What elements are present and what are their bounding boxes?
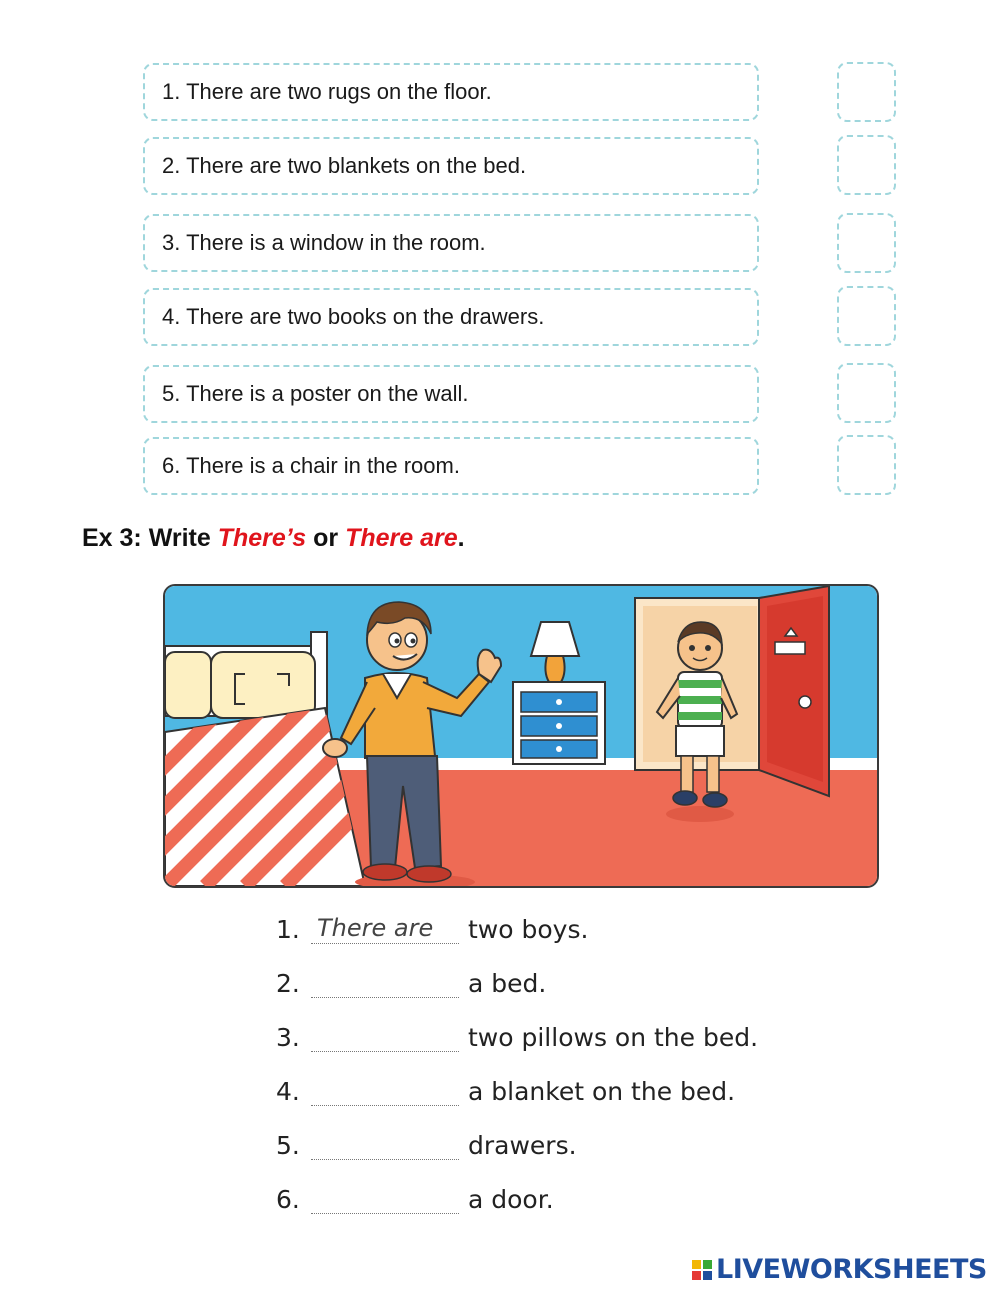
answer-row-6: [276, 1175, 796, 1225]
answer-sentence-end: a blanket on the bed.: [468, 1077, 736, 1106]
answer-box-1[interactable]: [837, 62, 896, 122]
answer-box-2[interactable]: [837, 135, 896, 195]
answer-row-4: [276, 1067, 796, 1117]
answer-row-5: [276, 1121, 796, 1171]
answer-number: 2.: [276, 969, 300, 998]
answer-row-1: [276, 905, 796, 955]
heading-prefix: Ex 3: Write: [82, 524, 218, 552]
answer-row-2: [276, 959, 796, 1009]
answer-blank-6[interactable]: [311, 1183, 459, 1214]
answer-input-4[interactable]: [311, 1075, 459, 1105]
logo-wordmark: LIVEWORKSHEETS: [716, 1254, 987, 1285]
answer-row-3: [276, 1013, 796, 1063]
answer-input-6[interactable]: [311, 1183, 459, 1213]
answer-number: 1.: [276, 915, 300, 944]
statement-6: [143, 437, 759, 495]
liveworksheets-logo: [692, 1254, 987, 1285]
heading-suffix: .: [457, 524, 465, 552]
answer-input-5[interactable]: [311, 1129, 459, 1159]
answer-input-1[interactable]: [311, 913, 459, 943]
statement-text: 1. There are two rugs on the floor.: [162, 79, 492, 104]
statement-2: [143, 137, 759, 195]
answer-box-4[interactable]: [837, 286, 896, 346]
answer-blank-5[interactable]: [311, 1129, 459, 1160]
answer-number: 3.: [276, 1023, 300, 1052]
logo-squares-icon: [692, 1260, 712, 1280]
answer-blank-1[interactable]: [311, 913, 459, 944]
answer-number: 5.: [276, 1131, 300, 1160]
answer-input-2[interactable]: [311, 967, 459, 997]
heading-middle: or: [306, 524, 346, 552]
answer-box-6[interactable]: [837, 435, 896, 495]
statement-text: 5. There is a poster on the wall.: [162, 381, 469, 406]
answer-sentence-end: a door.: [468, 1185, 554, 1214]
statement-text: 6. There is a chair in the room.: [162, 453, 460, 478]
answer-box-5[interactable]: [837, 363, 896, 423]
answer-sentence-end: drawers.: [468, 1131, 577, 1160]
exercise-3-heading: [82, 524, 465, 553]
statement-text: 2. There are two blankets on the bed.: [162, 153, 527, 178]
answer-sentence-end: two pillows on the bed.: [468, 1023, 759, 1052]
answer-number: 4.: [276, 1077, 300, 1106]
answer-blank-4[interactable]: [311, 1075, 459, 1106]
answer-box-3[interactable]: [837, 213, 896, 273]
statement-text: 4. There are two books on the drawers.: [162, 304, 545, 329]
heading-option-there-are: There are: [345, 524, 458, 552]
answer-blank-3[interactable]: [311, 1021, 459, 1052]
statement-3: [143, 214, 759, 272]
heading-option-theres: There’s: [217, 524, 307, 552]
statement-text: 3. There is a window in the room.: [162, 230, 486, 255]
statement-4: [143, 288, 759, 346]
answer-sentence-end: a bed.: [468, 969, 547, 998]
answer-sentence-end: two boys.: [468, 915, 589, 944]
statement-5: [143, 365, 759, 423]
bedroom-illustration: [163, 584, 879, 888]
bedroom-scene-image: [165, 586, 877, 886]
answer-input-3[interactable]: [311, 1021, 459, 1051]
answer-number: 6.: [276, 1185, 300, 1214]
answer-blank-2[interactable]: [311, 967, 459, 998]
statement-1: [143, 63, 759, 121]
